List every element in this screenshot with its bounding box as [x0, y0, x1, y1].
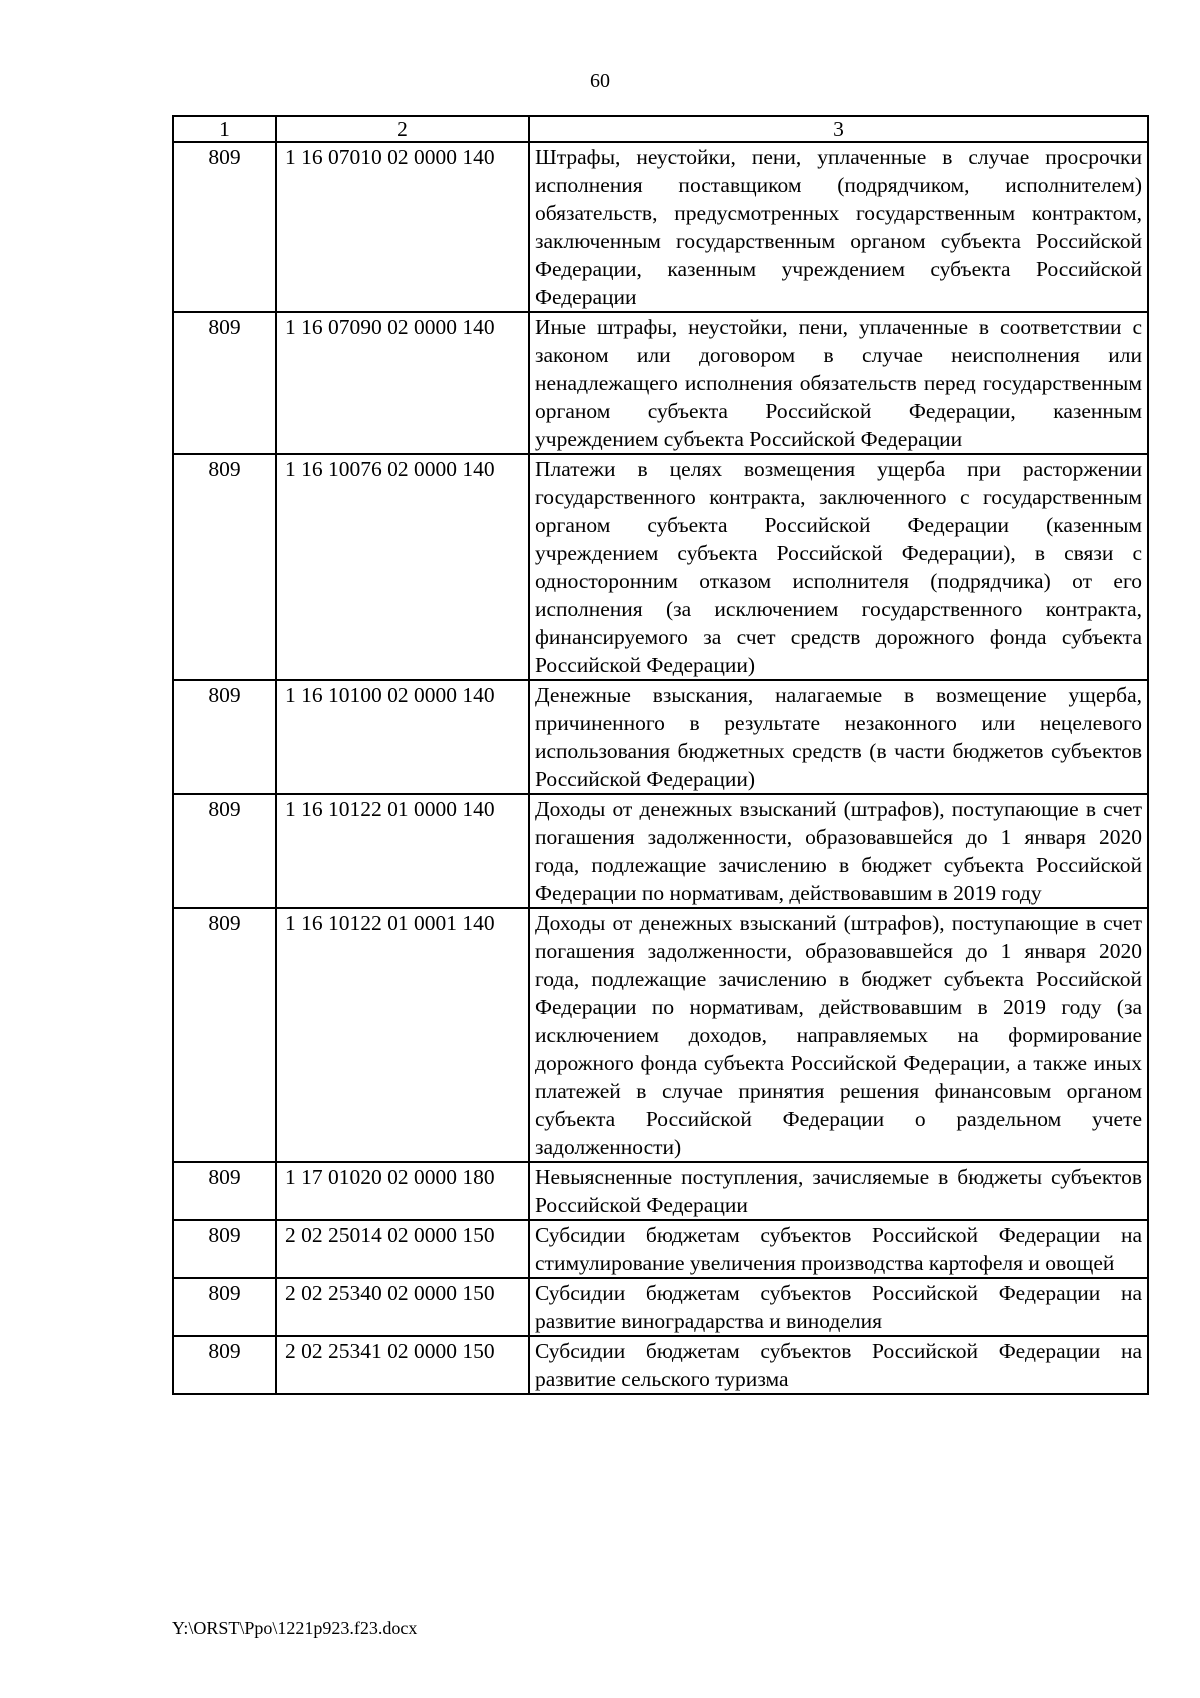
budget-code-cell: 1 16 10122 01 0001 140: [276, 908, 529, 1162]
table-row: [173, 1162, 1148, 1220]
table-row: [173, 454, 1148, 680]
admin-code-cell: 809: [173, 1162, 276, 1220]
admin-code-cell: 809: [173, 142, 276, 312]
revenue-name-cell: Невыясненные поступления, зачисляемые в бюджеты субъектов Российской Федерации: [529, 1162, 1148, 1220]
admin-code-cell: 809: [173, 312, 276, 454]
budget-code-cell: 1 17 01020 02 0000 180: [276, 1162, 529, 1220]
budget-classification-table: [172, 115, 1149, 1395]
revenue-name-cell: Доходы от денежных взысканий (штрафов), поступающие в счет погашения задолженности, образовавшейся до 1 января 2020 года, подлежащие зачислению в бюджет субъекта Российской Федерации по нормативам, действовавшим в 2019 году: [529, 794, 1148, 908]
admin-code-cell: 809: [173, 454, 276, 680]
revenue-name-cell: Субсидии бюджетам субъектов Российской Федерации на развитие виноградарства и виноделия: [529, 1278, 1148, 1336]
budget-code-cell: 1 16 07090 02 0000 140: [276, 312, 529, 454]
table-row: [173, 680, 1148, 794]
admin-code-cell: 809: [173, 1278, 276, 1336]
revenue-name-cell: Денежные взыскания, налагаемые в возмещение ущерба, причиненного в результате незаконного или нецелевого использования бюджетных средств (в части бюджетов субъектов Российской Федерации): [529, 680, 1148, 794]
budget-code-cell: 1 16 10076 02 0000 140: [276, 454, 529, 680]
budget-code-cell: 2 02 25340 02 0000 150: [276, 1278, 529, 1336]
table-row: [173, 1278, 1148, 1336]
budget-code-cell: 1 16 10100 02 0000 140: [276, 680, 529, 794]
column-header-2: 2: [276, 116, 529, 142]
column-header-3: 3: [529, 116, 1148, 142]
table-row: [173, 142, 1148, 312]
table-row: [173, 312, 1148, 454]
admin-code-cell: 809: [173, 794, 276, 908]
budget-code-cell: 1 16 10122 01 0000 140: [276, 794, 529, 908]
table-row: [173, 1336, 1148, 1394]
revenue-name-cell: Доходы от денежных взысканий (штрафов), поступающие в счет погашения задолженности, образовавшейся до 1 января 2020 года, подлежащие зачислению в бюджет субъекта Российской Федерации по нормативам, действовавшим в 2019 году (за исключением доходов, направляемых на формирование дорожного фонда субъекта Российской Федерации, а также иных платежей в случае принятия решения финансовым органом субъекта Российской Федерации о раздельном учете задолженности): [529, 908, 1148, 1162]
table-row: [173, 908, 1148, 1162]
revenue-name-cell: Субсидии бюджетам субъектов Российской Федерации на стимулирование увеличения производства картофеля и овощей: [529, 1220, 1148, 1278]
admin-code-cell: 809: [173, 1220, 276, 1278]
revenue-name-cell: Штрафы, неустойки, пени, уплаченные в случае просрочки исполнения поставщиком (подрядчиком, исполнителем) обязательств, предусмотренных государственным контрактом, заключенным государственным органом субъекта Российской Федерации, казенным учреждением субъекта Российской Федерации: [529, 142, 1148, 312]
revenue-name-cell: Платежи в целях возмещения ущерба при расторжении государственного контракта, заключенного с государственным органом субъекта Российской Федерации (казенным учреждением субъекта Российской Федерации), в связи с односторонним отказом исполнителя (подрядчика) от его исполнения (за исключением государственного контракта, финансируемого за счет средств дорожного фонда субъекта Российской Федерации): [529, 454, 1148, 680]
admin-code-cell: 809: [173, 680, 276, 794]
budget-code-cell: 1 16 07010 02 0000 140: [276, 142, 529, 312]
footer-file-path: Y:\ORST\Ppo\1221p923.f23.docx: [172, 1618, 418, 1638]
budget-code-cell: 2 02 25014 02 0000 150: [276, 1220, 529, 1278]
admin-code-cell: 809: [173, 908, 276, 1162]
table-row: [173, 1220, 1148, 1278]
admin-code-cell: 809: [173, 1336, 276, 1394]
page-number: 60: [590, 70, 610, 92]
revenue-name-cell: Иные штрафы, неустойки, пени, уплаченные в соответствии с законом или договором в случае неисполнения или ненадлежащего исполнения обязательств перед государственным органом субъекта Российской Федерации, казенным учреждением субъекта Российской Федерации: [529, 312, 1148, 454]
budget-code-cell: 2 02 25341 02 0000 150: [276, 1336, 529, 1394]
table-row: [173, 794, 1148, 908]
revenue-name-cell: Субсидии бюджетам субъектов Российской Федерации на развитие сельского туризма: [529, 1336, 1148, 1394]
table-header-row: [173, 116, 1148, 142]
column-header-1: 1: [173, 116, 276, 142]
